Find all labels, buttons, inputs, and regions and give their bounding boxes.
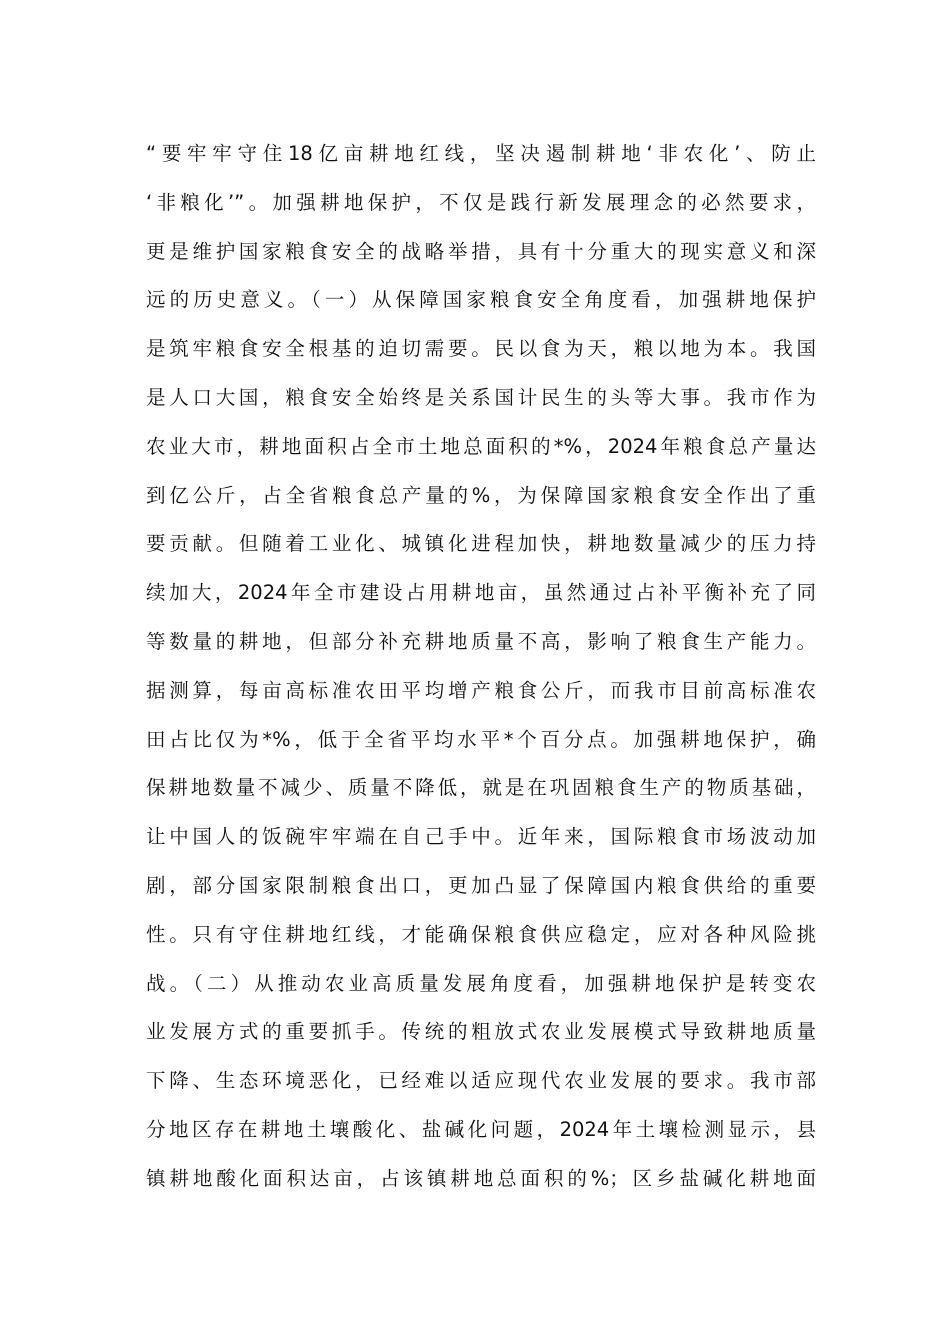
text-line: 田占比仅为*%，低于全省平均水平*个百分点。加强耕地保护，确 bbox=[146, 727, 816, 751]
text-line: 远的历史意义。（一）从保障国家粮食安全角度看，加强耕地保护 bbox=[146, 288, 816, 312]
text-line: 要贡献。但随着工业化、城镇化进程加快，耕地数量减少的压力持 bbox=[146, 532, 816, 556]
text-line: 保耕地数量不减少、质量不降低，就是在巩固粮食生产的物质基础， bbox=[146, 776, 816, 800]
text-line: 业发展方式的重要抓手。传统的粗放式农业发展模式导致耕地质量 bbox=[146, 1020, 816, 1044]
text-line: 是人口大国，粮食安全始终是关系国计民生的头等大事。我市作为 bbox=[146, 385, 816, 409]
text-line: 战。（二）从推动农业高质量发展角度看，加强耕地保护是转变农 bbox=[146, 971, 816, 995]
text-line: 剧，部分国家限制粮食出口，更加凸显了保障国内粮食供给的重要 bbox=[146, 873, 816, 897]
text-line: 等数量的耕地，但部分补充耕地质量不高，影响了粮食生产能力。 bbox=[146, 629, 816, 653]
text-line: “要牢牢守住18亿亩耕地红线，坚决遏制耕地‘非农化’、防止 bbox=[146, 142, 816, 165]
text-line: 续加大，2024年全市建设占用耕地亩，虽然通过占补平衡补充了同 bbox=[146, 581, 816, 605]
body-paragraph bbox=[146, 130, 816, 1204]
text-line: 分地区存在耕地土壤酸化、盐碱化问题，2024年土壤检测显示，县 bbox=[146, 1117, 816, 1141]
text-line: 是筑牢粮食安全根基的迫切需要。民以食为天，粮以地为本。我国 bbox=[146, 337, 816, 361]
text-line: 更是维护国家粮食安全的战略举措，具有十分重大的现实意义和深 bbox=[146, 239, 816, 263]
text-line: ‘非粮化’”。加强耕地保护，不仅是践行新发展理念的必然要求， bbox=[146, 190, 816, 214]
text-line: 性。只有守住耕地红线，才能确保粮食供应稳定，应对各种风险挑 bbox=[146, 922, 816, 946]
text-line: 农业大市，耕地面积占全市土地总面积的*%，2024年粮食总产量达 bbox=[146, 434, 816, 458]
text-line: 镇耕地酸化面积达亩，占该镇耕地总面积的%；区乡盐碱化耕地面 bbox=[146, 1166, 816, 1190]
text-line: 到亿公斤，占全省粮食总产量的%，为保障国家粮食安全作出了重 bbox=[146, 483, 816, 507]
text-line: 据测算，每亩高标准农田平均增产粮食公斤，而我市目前高标准农 bbox=[146, 678, 816, 702]
text-line: 让中国人的饭碗牢牢端在自己手中。近年来，国际粮食市场波动加 bbox=[146, 825, 816, 849]
text-line: 下降、生态环境恶化，已经难以适应现代农业发展的要求。我市部 bbox=[146, 1069, 816, 1093]
